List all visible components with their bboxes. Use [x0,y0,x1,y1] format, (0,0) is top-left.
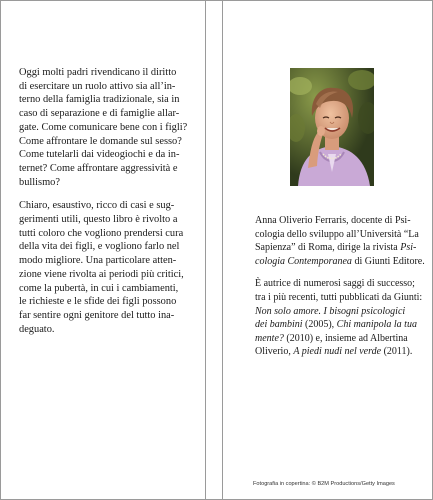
photo-credit: Fotografia in copertina: © B2M Productions/Getty Images [253,481,395,487]
bio-paragraph-1 [255,214,425,268]
bio-line: È autrice di numerosi saggi di successo; [255,278,415,290]
bio-line: tra i più recenti, tutti pubblicati da Giunti: [255,291,423,303]
author-photo [290,68,374,186]
bio-text: di Giunti Editore. [351,255,425,267]
bio-line: Anna Oliverio Ferraris, docente di Psi- [255,215,411,226]
bio-line: cologia dello sviluppo all’Università “La [255,228,419,240]
bio-text: (2010) e, insieme ad Albertina [283,332,408,344]
bio-line [255,255,425,269]
bio-text: (2005), [302,319,337,331]
journal-title: cologia Contemporanea [255,255,352,267]
author-biography [255,214,425,368]
bio-line [255,345,420,359]
bio-text: (2011). [381,346,413,358]
back-cover-blurb [19,66,195,346]
book-title: Non solo amore. I bisogni psicologici [255,305,406,317]
bio-text: Sapienza” di Roma, dirige la rivista [255,242,401,254]
book-title: mente? [255,332,284,344]
book-title: dei bambini [255,319,303,331]
book-title: Chi manipola la tua [336,319,417,331]
bio-line [255,241,420,255]
bio-text: Oliverio, [255,346,294,358]
bio-line [255,318,420,332]
fold-line-right [222,0,223,500]
author-portrait-image [290,68,374,186]
blurb-paragraph-2: Chiaro, esaustivo, ricco di casi e sug- gerimenti utili, questo libro è rivolto a tutti coloro che vogliono prendersi cura della vita dei figli, e vogliono farlo nel modo migliore. Una particolare atten- zione viene rivolta ai periodi più critici, come la pubertà, in cui i cambiamenti, le richieste e le sfide dei figli possono far sentire ogni genitore del tutto ina- deguato. [19,200,184,335]
fold-line-left [205,0,206,500]
blurb-paragraph-1: Oggi molti padri rivendicano il diritto di esercitare un ruolo attivo sia all’in- terno della famiglia tradizionale, sia in caso di separazione e di famiglie allar- gate. Come comunicare bene con i figli? Come affrontare le domande sul sesso? Come tutelarli dai videogiochi e da in- ternet? Come affrontare aggressività e bullismo? [19,67,188,188]
book-title: A piedi nudi nel verde [293,346,382,358]
bio-paragraph-2 [255,277,423,359]
bio-line [255,332,420,346]
journal-title: Psi- [400,242,417,254]
